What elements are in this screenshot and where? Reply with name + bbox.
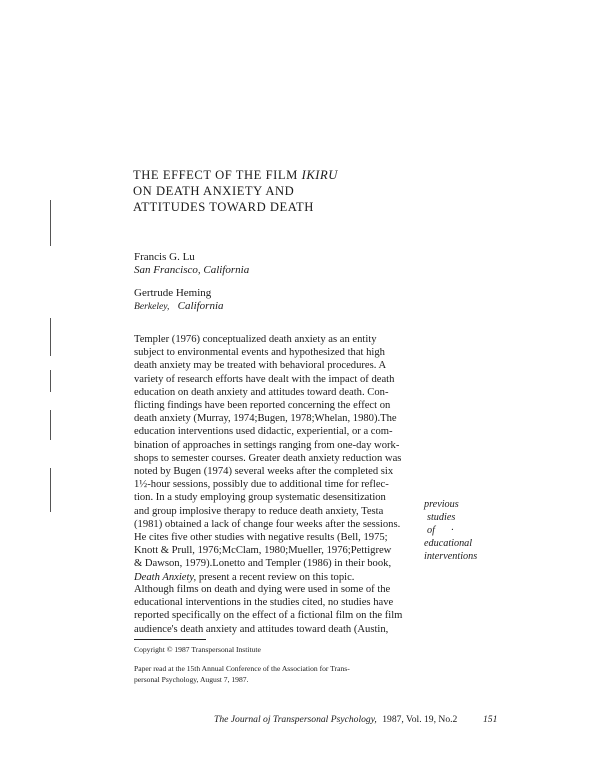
body-line: noted by Bugen (1974) several weeks after the completed six xyxy=(134,466,394,478)
body-line: Knott & Prull, 1976;McClam, 1980;Mueller, 1976;Pettigrew xyxy=(134,545,392,557)
body-line: reported specifically on the effect of a fictional film on the film xyxy=(134,610,403,622)
margin-note-line: previous xyxy=(424,499,459,510)
body-line: Templer (1976) conceptualized death anxiety as an entity xyxy=(134,334,377,345)
body-line: variety of research efforts have dealt with the impact of death xyxy=(134,373,395,385)
journal-issue: 1987, Vol. 19, No.2 xyxy=(382,714,458,725)
body-line: Death Anxiety, present a recent review on this topic. xyxy=(134,571,355,583)
body-paragraph-2 xyxy=(134,583,402,636)
body-line: bination of approaches in settings ranging from one-day work- xyxy=(134,439,400,451)
journal-name: The Journal oj Transpersonal Psychology, xyxy=(214,714,377,725)
body-line: Although films on death and dying were used in some of the xyxy=(134,584,391,595)
body-line: death anxiety (Murray, 1974;Bugen, 1978;Whelan, 1980).The xyxy=(134,413,397,425)
footnote-rule xyxy=(134,639,206,640)
margin-mark xyxy=(50,318,51,356)
body-line: death anxiety may be treated with behavioral procedures. A xyxy=(134,360,387,372)
article-title-line-1: THE EFFECT OF THE FILM IKIRU xyxy=(133,168,338,182)
margin-note-line: of · xyxy=(427,525,454,536)
margin-note-line: studies xyxy=(427,512,456,523)
body-line: educational interventions in the studies cited, no studies have xyxy=(134,597,394,609)
body-line: He cites five other studies with negative results (Bell, 1975; xyxy=(134,532,388,544)
margin-note-line: interventions xyxy=(424,551,478,562)
author-affiliation: Berkeley, California xyxy=(134,300,224,312)
presentation-footnote: Paper read at the 15th Annual Conference of the Association for Trans- personal Psychology, August 7, 1987. xyxy=(134,664,350,684)
body-line: & Dawson, 1979).Lonetto and Templer (1986) in their book, xyxy=(134,558,392,570)
page-number: 151 xyxy=(483,714,498,725)
article-title-line-3: ATTITUDES TOWARD DEATH xyxy=(133,200,314,214)
margin-mark xyxy=(50,468,51,512)
author-name: Gertrude Heming xyxy=(134,287,212,299)
body-line: 1½-hour sessions, possibly due to additional time for reflec- xyxy=(134,479,389,491)
body-line: education on death anxiety and attitudes toward death. Con- xyxy=(134,386,389,398)
book-title: Death Anxiety, xyxy=(134,571,197,583)
film-title: IKIRU xyxy=(301,168,338,182)
body-paragraph-1 xyxy=(134,333,401,584)
margin-note xyxy=(424,498,477,563)
body-line: audience's death anxiety and attitudes toward death (Austin, xyxy=(134,623,389,635)
running-footer xyxy=(214,714,457,725)
body-line: shops to semester courses. Greater death anxiety reduction was xyxy=(134,452,402,464)
margin-mark xyxy=(50,410,51,440)
article-title-line-2: ON DEATH ANXIETY AND xyxy=(133,184,295,198)
author-name: Francis G. Lu xyxy=(134,251,195,263)
body-line: subject to environmental events and hypothesized that high xyxy=(134,347,385,359)
copyright-notice: Copyright © 1987 Transpersonal Institute xyxy=(134,645,261,654)
margin-mark xyxy=(50,370,51,392)
author-affiliation: San Francisco, California xyxy=(134,264,250,276)
margin-mark xyxy=(50,200,51,246)
body-line: tion. In a study employing group systematic desensitization xyxy=(134,492,386,504)
body-line: flicting findings have been reported concerning the effect on xyxy=(134,400,391,412)
body-line: and group implosive therapy to reduce death anxiety, Testa xyxy=(134,505,384,517)
body-line: education interventions used didactic, experiential, or a com- xyxy=(134,426,393,438)
body-line: (1981) obtained a lack of change four weeks after the sessions. xyxy=(134,518,401,530)
margin-note-line: educational xyxy=(424,538,473,549)
